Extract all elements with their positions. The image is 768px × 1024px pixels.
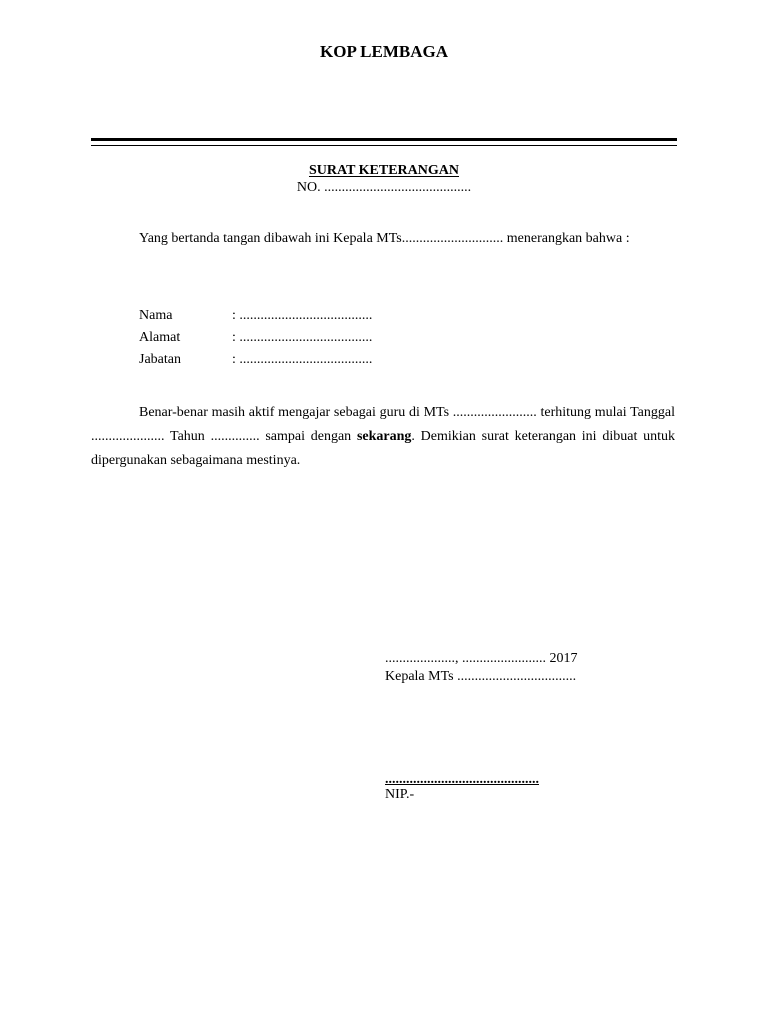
field-label-nama: Nama (139, 308, 173, 323)
signature-nip: NIP.- (385, 787, 415, 802)
statement-text-start: Benar-benar masih aktif mengajar sebagai guru di MTs ........................ terhitung mulai Tanggal ..................... Tahun .............. sampai dengan (91, 405, 675, 444)
statement-text-end: . Demikian surat keterangan ini dibuat untuk dipergunakan sebagaimana mestinya. (91, 429, 675, 468)
signature-place-date: ...................., ........................ 2017 (385, 651, 578, 666)
identity-fields (139, 305, 372, 371)
letterhead-divider-thick (91, 138, 677, 141)
statement-paragraph (91, 401, 675, 473)
statement-bold-word: sekarang (356, 429, 412, 444)
opening-paragraph: Yang bertanda tangan dibawah ini Kepala MTs............................. menerangkan bahwa : (139, 231, 630, 246)
field-value-jabatan: : ...................................... (232, 352, 373, 367)
document-title: SURAT KETERANGAN (308, 163, 459, 178)
letterhead-divider-thin (91, 145, 677, 146)
field-label-jabatan: Jabatan (139, 352, 181, 367)
document-number: NO. .......................................... (296, 180, 472, 195)
field-row-nama (139, 305, 372, 327)
signature-name-line: ............................................ (385, 772, 539, 787)
field-row-alamat (139, 327, 372, 349)
field-value-alamat: : ...................................... (232, 330, 373, 345)
field-label-alamat: Alamat (139, 330, 181, 345)
document-title-block (0, 163, 768, 179)
signature-position: Kepala MTs .................................. (385, 669, 577, 684)
field-row-jabatan (139, 349, 372, 371)
field-value-nama: : ...................................... (232, 308, 373, 323)
letterhead: KOP LEMBAGA (320, 42, 448, 61)
